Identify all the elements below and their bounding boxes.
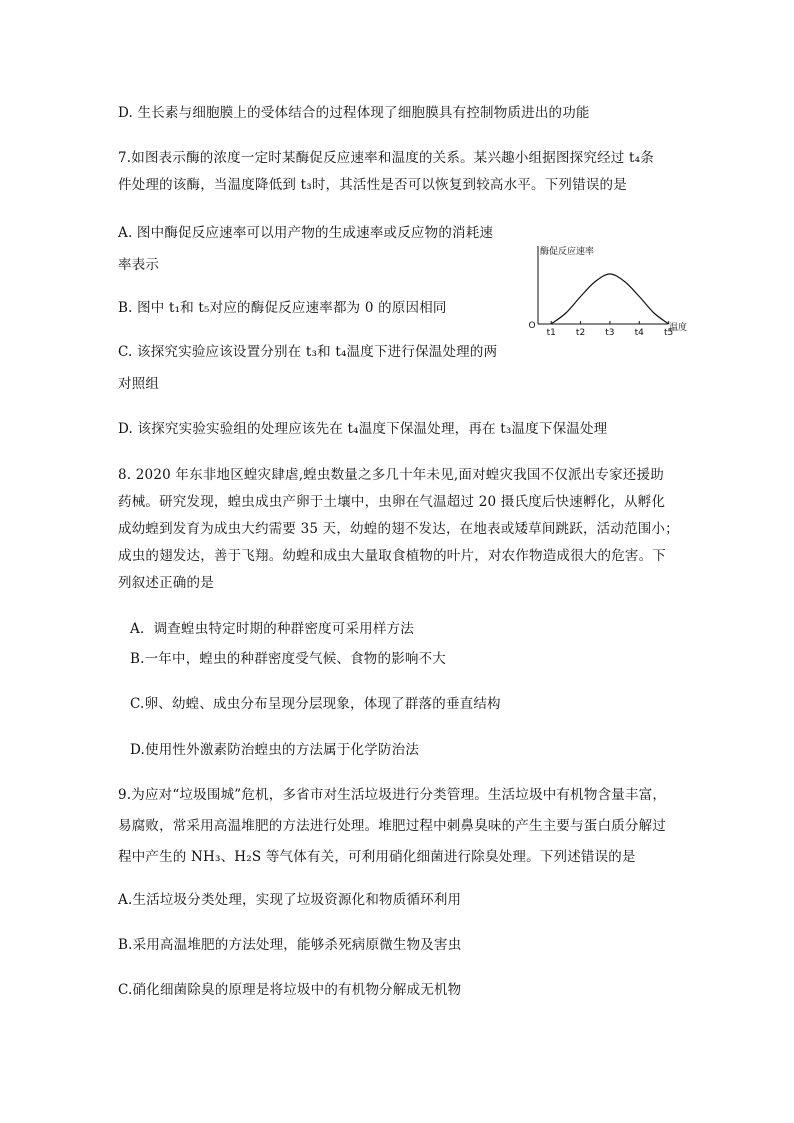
x-tick-label-t3: t3 [605, 328, 615, 338]
q7-option-a-line-1: A. 图中酶促反应速率可以用产物的生成速率或反应物的消耗速 [118, 225, 494, 241]
q8-stem-line-4: 成虫的翅发达，善于飞翔。幼蝗和成虫大量取食植物的叶片，对农作物造成很大的危害。下 [118, 548, 666, 564]
q8-stem-line-2: 药械。研究发现，蝗虫成虫产卵于土壤中，虫卵在气温超过 20 摄氏度后快速孵化，从孵化 [118, 494, 666, 510]
q7-stem-line-1: 7.如图表示酶的浓度一定时某酶促反应速率和温度的关系。某兴趣小组据图探究经过 t₄条 [118, 150, 654, 166]
q7-option-b: B. 图中 t₁和 t₅对应的酶促反应速率都为 0 的原因相同 [118, 300, 447, 316]
x-tick-label-t1: t1 [546, 328, 556, 338]
q8-stem-line-5: 列叙述正确的是 [118, 575, 214, 591]
q8-option-c: C.卵、幼蝗、成虫分布呈现分层现象，体现了群落的垂直结构 [130, 696, 501, 712]
q9-option-b: B.采用高温堆肥的方法处理，能够杀死病原微生物及害虫 [118, 937, 462, 953]
q9-stem-line-3: 程中产生的 NH₃、H₂S 等气体有关，可利用硝化细菌进行除臭处理。下列述错误的是 [118, 849, 636, 865]
q7-option-d: D. 该探究实验实验组的处理应该先在 t₄温度下保温处理，再在 t₃温度下保温处理 [118, 421, 608, 437]
x-axis-label: 温度 [669, 323, 688, 333]
q8-option-b: B.一年中，蝗虫的种群密度受气候、食物的影响不大 [130, 651, 447, 667]
q7-stem-line-2: 件处理的该酶，当温度降低到 t₃时，其活性是否可以恢复到较高水平。下列错误的是 [118, 177, 627, 193]
q8-option-a: A．调查蝗虫特定时期的种群密度可采用样方法 [130, 621, 414, 637]
q6-option-d: D. 生长素与细胞膜上的受体结合的过程体现了细胞膜具有控制物质进出的功能 [118, 105, 590, 121]
origin-label: O [528, 321, 536, 331]
x-tick-label-t4: t4 [634, 328, 644, 338]
q7-option-a-line-2: 率表示 [118, 257, 160, 273]
q9-option-a: A.生活垃圾分类处理，实现了垃圾资源化和物质循环利用 [118, 892, 462, 908]
q9-stem-line-2: 易腐败，常采用高温堆肥的方法进行处理。堆肥过程中刺鼻臭味的产生主要与蛋白质分解过 [118, 818, 666, 834]
x-tick-label-t2: t2 [575, 328, 586, 338]
rate-curve [551, 274, 668, 324]
q8-stem-line-3: 成幼蝗到发育为成虫大约需要 35 天，幼蝗的翅不发达，在地表或矮草间跳跃，活动范围小； [118, 521, 679, 537]
y-axis-label: 酶促反应速率 [540, 247, 595, 257]
x-tick-label-t5: t5 [664, 328, 674, 338]
enzyme-rate-chart [528, 244, 698, 340]
q7-option-c-line-2: 对照组 [118, 376, 160, 392]
q7-option-c-line-1: C. 该探究实验应该设置分别在 t₃和 t₄温度下进行保温处理的两 [118, 344, 498, 360]
chart-svg [528, 244, 698, 340]
q9-option-c: C.硝化细菌除臭的原理是将垃圾中的有机物分解成无机物 [118, 982, 462, 998]
q8-stem-line-1: 8. 2020 年东非地区蝗灾肆虐,蝗虫数量之多几十年未见,面对蝗灾我国不仅派出专家还援助 [118, 467, 664, 483]
q9-stem-line-1: 9.为应对“垃圾围城”危机，多省市对生活垃圾进行分类管理。生活垃圾中有机物含量丰富， [118, 787, 667, 803]
q8-option-d: D.使用性外激素防治蝗虫的方法属于化学防治法 [130, 742, 420, 758]
